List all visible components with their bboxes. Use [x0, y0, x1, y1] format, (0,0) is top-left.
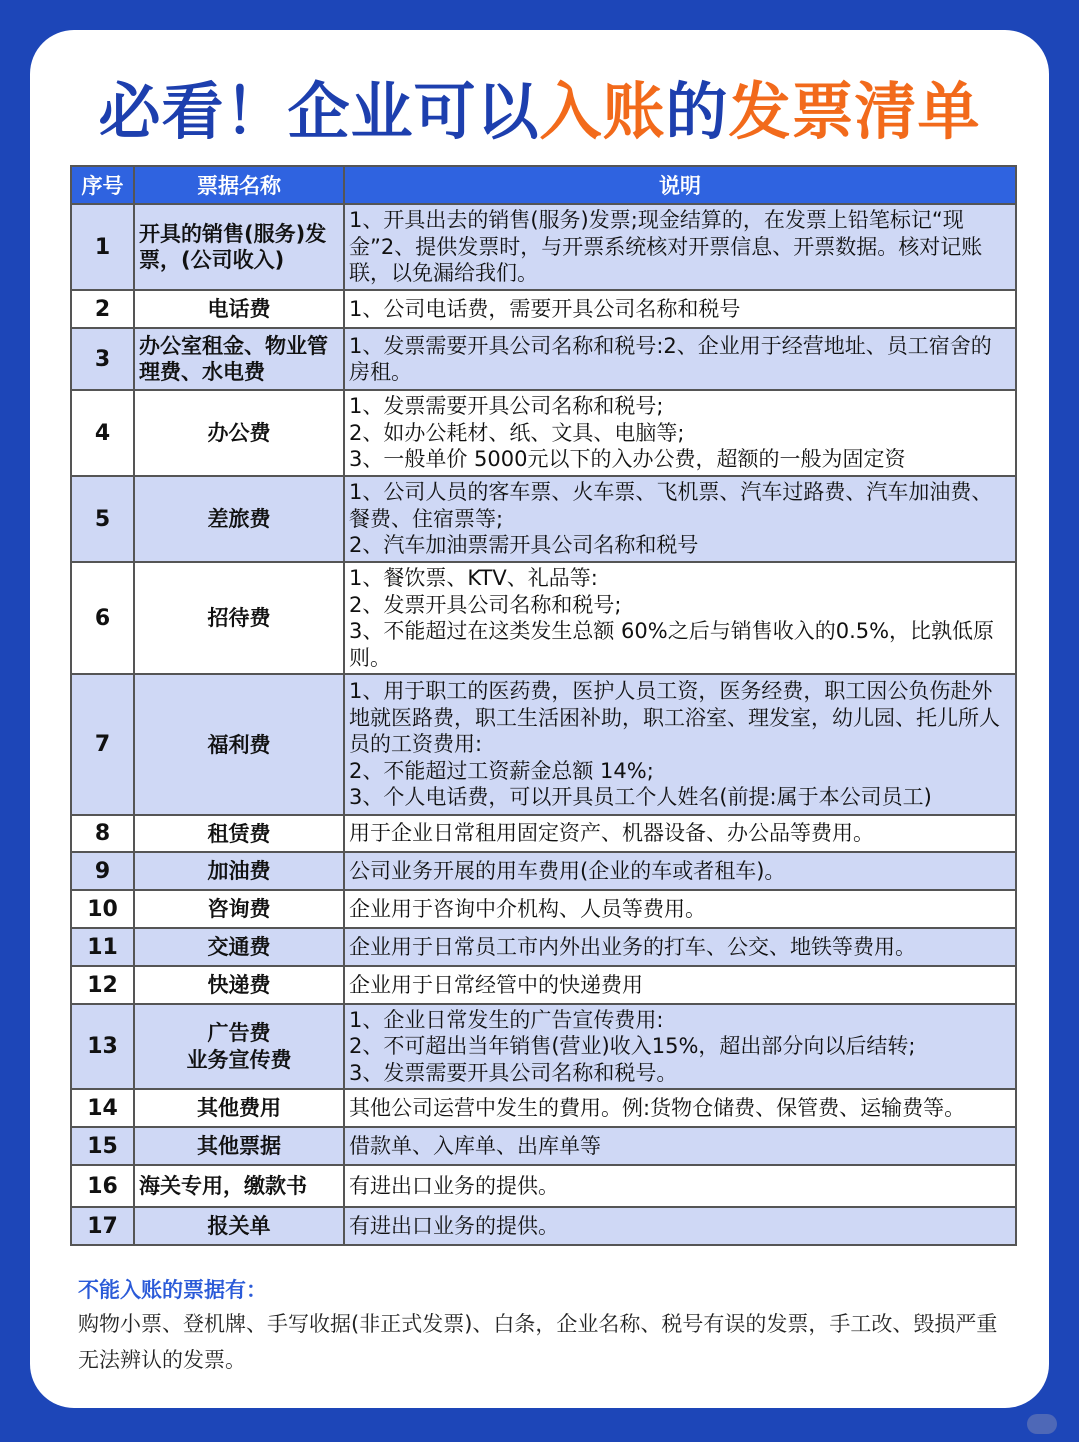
row-number: 13 — [71, 1004, 134, 1089]
header-description: 说明 — [344, 166, 1016, 204]
row-description: 公司业务开展的用车费用(企业的车或者租车)。 — [344, 852, 1016, 890]
row-description: 1、开具出去的销售(服务)发票;现金结算的，在发票上铅笔标记“现金”2、提供发票时，与开票系统核对开票信息、开票数据。核对记账联，以免漏给我们。 — [344, 204, 1016, 290]
row-number: 17 — [71, 1207, 134, 1245]
header-number: 序号 — [71, 166, 134, 204]
row-description: 用于企业日常租用固定资产、机器设备、办公品等费用。 — [344, 815, 1016, 852]
row-number: 16 — [71, 1165, 134, 1207]
table-row — [71, 966, 1016, 1004]
table-row — [71, 890, 1016, 928]
row-number: 15 — [71, 1127, 134, 1165]
header-name: 票据名称 — [134, 166, 344, 204]
row-name: 开具的销售(服务)发票，(公司收入) — [134, 204, 344, 290]
title-part-2: 入账 — [539, 75, 666, 148]
row-description: 企业用于咨询中介机构、人员等费用。 — [344, 890, 1016, 928]
table-row — [71, 204, 1016, 290]
table-row — [71, 1004, 1016, 1089]
row-description: 有进出口业务的提供。 — [344, 1165, 1016, 1207]
row-description: 1、发票需要开具公司名称和税号:2、企业用于经营地址、员工宿舍的房租。 — [344, 328, 1016, 390]
row-number: 12 — [71, 966, 134, 1004]
table-row — [71, 390, 1016, 476]
row-number: 14 — [71, 1089, 134, 1127]
row-name: 招待费 — [134, 562, 344, 674]
table-row — [71, 1165, 1016, 1207]
row-description: 有进出口业务的提供。 — [344, 1207, 1016, 1245]
row-name: 办公室租金、物业管理费、水电费 — [134, 328, 344, 390]
title-part-4: 发票清单 — [728, 75, 981, 148]
table-row — [71, 562, 1016, 674]
row-number: 1 — [71, 204, 134, 290]
row-number: 9 — [71, 852, 134, 890]
invoice-table — [70, 165, 1017, 1246]
row-name: 租赁费 — [134, 815, 344, 852]
table-row — [71, 290, 1016, 328]
row-name: 办公费 — [134, 390, 344, 476]
row-name: 其他票据 — [134, 1127, 344, 1165]
row-name: 咨询费 — [134, 890, 344, 928]
row-description: 1、公司电话费，需要开具公司名称和税号 — [344, 290, 1016, 328]
row-description: 企业用于日常经管中的快递费用 — [344, 966, 1016, 1004]
page-title — [0, 62, 1079, 151]
table-row — [71, 328, 1016, 390]
row-number: 3 — [71, 328, 134, 390]
row-name: 广告费 业务宣传费 — [134, 1004, 344, 1089]
table-row — [71, 674, 1016, 815]
row-name: 福利费 — [134, 674, 344, 815]
table-row — [71, 852, 1016, 890]
row-number: 8 — [71, 815, 134, 852]
row-name: 报关单 — [134, 1207, 344, 1245]
table-row — [71, 815, 1016, 852]
row-description: 1、用于职工的医药费，医护人员工资，医务经费，职工因公负伤赴外地就医路费，职工生活困补助，职工浴室、理发室，幼儿园、托儿所人员的工资费用: 2、不能超过工资薪金总额 14%; 3、个人电话费，可以开具员工个人姓名(前提:属于本公司员工) — [344, 674, 1016, 815]
row-description: 1、发票需要开具公司名称和税号; 2、如办公耗材、纸、文具、电脑等; 3、一般单价 5000元以下的入办公费，超额的一般为固定资 — [344, 390, 1016, 476]
row-name: 电话费 — [134, 290, 344, 328]
table-row — [71, 928, 1016, 966]
row-number: 5 — [71, 476, 134, 562]
watermark-badge — [1027, 1414, 1057, 1434]
row-name: 其他费用 — [134, 1089, 344, 1127]
row-number: 6 — [71, 562, 134, 674]
table-header-row — [71, 166, 1016, 204]
row-number: 7 — [71, 674, 134, 815]
table-row — [71, 1127, 1016, 1165]
row-description: 企业用于日常员工市内外出业务的打车、公交、地铁等费用。 — [344, 928, 1016, 966]
table-row — [71, 476, 1016, 562]
row-name: 加油费 — [134, 852, 344, 890]
table-row — [71, 1089, 1016, 1127]
row-name: 快递费 — [134, 966, 344, 1004]
table-row — [71, 1207, 1016, 1245]
note-heading: 不能入账的票据有： — [78, 1278, 267, 1302]
row-name: 海关专用，缴款书 — [134, 1165, 344, 1207]
row-description: 1、公司人员的客车票、火车票、飞机票、汽车过路费、汽车加油费、餐费、住宿票等; 2、汽车加油票需开具公司名称和税号 — [344, 476, 1016, 562]
title-part-1: 必看！企业可以 — [98, 75, 540, 148]
row-description: 其他公司运营中发生的費用。例:货物仓储费、保管费、运输费等。 — [344, 1089, 1016, 1127]
row-description: 1、企业日常发生的广告宣传费用: 2、不可超出当年销售(营业)收入15%，超出部分向以后结转; 3、发票需要开具公司名称和税号。 — [344, 1004, 1016, 1089]
row-name: 交通费 — [134, 928, 344, 966]
row-description: 1、餐饮票、KTV、礼品等: 2、发票开具公司名称和税号; 3、不能超过在这类发生总额 60%之后与销售收入的0.5%，比孰低原则。 — [344, 562, 1016, 674]
title-part-3: 的 — [665, 75, 729, 148]
note-text: 购物小票、登机牌、手写收据(非正式发票)、白条，企业名称、税号有误的发票，手工改、毁损严重无法辨认的发票。 — [78, 1312, 998, 1372]
row-description: 借款单、入库单、出库单等 — [344, 1127, 1016, 1165]
row-number: 10 — [71, 890, 134, 928]
row-number: 11 — [71, 928, 134, 966]
row-name: 差旅费 — [134, 476, 344, 562]
row-number: 2 — [71, 290, 134, 328]
row-number: 4 — [71, 390, 134, 476]
